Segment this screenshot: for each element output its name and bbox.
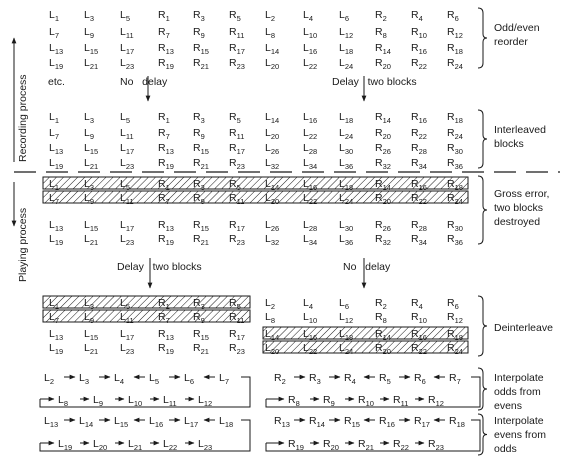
cell-grid_reorder-0-4: $R_3$ [193, 9, 205, 23]
chain-chain_odds-lt-1: $L_3$ [79, 372, 90, 386]
cell-grid_reorder-3-10: $R_{22}$ [411, 57, 427, 71]
chain-chain_evens-lb-0: $L_{19}$ [58, 438, 73, 452]
cell-grid_interleaved-0-9: $R_{14}$ [375, 111, 391, 125]
cell-grid_interleaved-1-8: $L_{24}$ [339, 127, 354, 141]
odd-even-reorder-label-line-0: Odd/even [494, 22, 540, 34]
cell-grid_reorder-2-10: $R_{16}$ [411, 42, 427, 56]
cell-grid_error-3-11: $R_{36}$ [447, 233, 463, 247]
chain-chain_evens-lb-4: $L_{23}$ [198, 438, 213, 452]
cell-grid_interleaved-1-4: $R_9$ [193, 127, 205, 141]
cell-grid_interleaved-2-9: $R_{26}$ [375, 142, 391, 156]
interpolate-odds-label-line-0: Interpolate [494, 372, 544, 384]
cell-grid_error-1-2: $L_{11}$ [120, 192, 134, 206]
cell-grid_interleaved-1-5: $R_{11}$ [229, 127, 245, 141]
cell-grid_error-1-10: $R_{22}$ [411, 192, 427, 206]
cell-grid_deinterleave-1-0: $L_7$ [49, 311, 60, 325]
cell-grid_interleaved-1-11: $R_{24}$ [447, 127, 463, 141]
delay-two-blocks-label-1: Delay two blocks [332, 76, 417, 88]
chain-chain_odds-rt-0: $R_2$ [274, 372, 286, 386]
cell-grid_error-0-7: $L_{16}$ [303, 178, 318, 192]
chain-chain_evens-rt-0: $R_{13}$ [274, 415, 290, 429]
cell-grid_error-0-8: $L_{18}$ [339, 178, 354, 192]
chain-chain_evens-rt-5: $R_{18}$ [449, 415, 465, 429]
cell-grid_error-2-3: $R_{13}$ [158, 219, 174, 233]
gross-error-label-line-1: two blocks [494, 202, 544, 214]
cell-grid_reorder-0-9: $R_2$ [375, 9, 387, 23]
chain-chain_evens-rb-4: $R_{23}$ [428, 438, 444, 452]
cell-grid_reorder-0-8: $L_6$ [339, 9, 350, 23]
chain-chain_odds-lb-2: $L_{10}$ [128, 394, 143, 408]
cell-grid_error-0-11: $R_{18}$ [447, 178, 463, 192]
deinterleave-brace [478, 296, 487, 356]
cell-grid_interleaved-0-1: $L_3$ [84, 111, 95, 125]
chain-chain_odds-lt-4: $L_6$ [184, 372, 195, 386]
chain-chain_odds-lt-3: $L_5$ [149, 372, 160, 386]
cell-grid_interleaved-0-7: $L_{16}$ [303, 111, 318, 125]
chain-chain_odds-rt-3: $R_5$ [379, 372, 391, 386]
cell-grid_reorder-3-0: $L_{19}$ [49, 57, 64, 71]
lost-samples-right-1 [263, 327, 468, 339]
chain-chain_evens-rb-2: $R_{21}$ [358, 438, 374, 452]
cell-grid_error-0-5: $R_5$ [229, 178, 241, 192]
cell-grid_reorder-3-9: $R_{20}$ [375, 57, 391, 71]
grid-interleaved-blocks [49, 111, 463, 171]
cell-grid_interleaved-0-4: $R_3$ [193, 111, 205, 125]
cell-grid_error-3-3: $R_{19}$ [158, 233, 174, 247]
cell-grid_deinterleave-2-6: $L_{14}$ [265, 328, 280, 342]
cell-grid_reorder-1-11: $R_{12}$ [447, 26, 463, 40]
cell-grid_reorder-0-11: $R_6$ [447, 9, 459, 23]
interpolate-odds-label-line-1: odds from [494, 386, 541, 398]
cell-grid_interleaved-0-11: $R_{18}$ [447, 111, 463, 125]
cell-grid_reorder-2-1: $L_{15}$ [84, 42, 99, 56]
cell-grid_error-0-4: $R_3$ [193, 178, 205, 192]
cell-grid_interleaved-2-5: $R_{17}$ [229, 142, 245, 156]
cell-grid_error-2-6: $L_{26}$ [265, 219, 280, 233]
chain-chain_odds-rb-1: $R_9$ [323, 394, 335, 408]
chain-chain_evens-lt-5: $L_{18}$ [219, 415, 234, 429]
chain-chain_evens-lb-3: $L_{22}$ [163, 438, 178, 452]
cell-grid_reorder-0-10: $R_4$ [411, 9, 423, 23]
cell-grid_reorder-2-0: $L_{13}$ [49, 42, 64, 56]
chain-chain_odds-lb-3: $L_{11}$ [163, 394, 177, 408]
cell-grid_reorder-0-2: $L_5$ [120, 9, 131, 23]
cell-grid_interleaved-3-7: $L_{34}$ [303, 157, 318, 171]
cell-grid_interleaved-0-3: $R_1$ [158, 111, 170, 125]
cell-grid_deinterleave-1-1: $L_9$ [84, 311, 95, 325]
cell-grid_error-3-1: $L_{21}$ [84, 233, 99, 247]
cell-grid_deinterleave-0-10: $R_4$ [411, 297, 423, 311]
cell-grid_interleaved-2-0: $L_{13}$ [49, 142, 64, 156]
cell-grid_deinterleave-2-3: $R_{13}$ [158, 328, 174, 342]
cell-grid_reorder-1-6: $L_8$ [265, 26, 276, 40]
deinterleave-label-line-0: Deinterleave [494, 322, 553, 334]
cell-grid_deinterleave-0-4: $R_3$ [193, 297, 205, 311]
cell-grid_error-2-10: $R_{28}$ [411, 219, 427, 233]
chain-chain_odds-rb-3: $R_{11}$ [393, 394, 409, 408]
cell-grid_deinterleave-2-1: $L_{15}$ [84, 328, 99, 342]
cell-grid_error-2-4: $R_{15}$ [193, 219, 209, 233]
cell-grid_deinterleave-3-9: $R_{20}$ [375, 342, 391, 356]
cell-grid_interleaved-0-2: $L_5$ [120, 111, 131, 125]
chain-interpolate-evens [40, 415, 480, 452]
cell-grid_deinterleave-3-8: $L_{24}$ [339, 342, 354, 356]
delay-two-blocks-label-2: Delay two blocks [117, 261, 202, 273]
destroyed-block-2 [43, 191, 468, 203]
cell-grid_interleaved-1-3: $R_7$ [158, 127, 170, 141]
chain-chain_odds-rb-4: $R_{12}$ [428, 394, 444, 408]
chain-chain_evens-rt-2: $R_{15}$ [344, 415, 360, 429]
lost-samples-left-1 [43, 296, 250, 308]
cell-grid_interleaved-2-3: $R_{13}$ [158, 142, 174, 156]
cell-grid_interleaved-1-0: $L_7$ [49, 127, 60, 141]
chain-chain_odds-lb-1: $L_9$ [93, 394, 104, 408]
cell-grid_deinterleave-0-2: $L_5$ [120, 297, 131, 311]
cell-grid_deinterleave-1-11: $R_{12}$ [447, 311, 463, 325]
interleaved-brace [478, 110, 487, 168]
interleaved-blocks-label-line-1: blocks [494, 138, 524, 150]
cell-grid_error-3-10: $R_{34}$ [411, 233, 427, 247]
cell-grid_deinterleave-2-4: $R_{15}$ [193, 328, 209, 342]
cell-grid_reorder-1-8: $L_{12}$ [339, 26, 354, 40]
cell-grid_deinterleave-0-6: $L_2$ [265, 297, 276, 311]
chain-chain_odds-lb-4: $L_{12}$ [198, 394, 213, 408]
cell-grid_error-2-8: $L_{30}$ [339, 219, 354, 233]
cell-grid_deinterleave-1-2: $L_{11}$ [120, 311, 134, 325]
cell-grid_interleaved-3-10: $R_{34}$ [411, 157, 427, 171]
chain-chain_odds-lt-2: $L_4$ [114, 372, 125, 386]
cell-grid_interleaved-1-10: $R_{22}$ [411, 127, 427, 141]
cell-grid_reorder-0-1: $L_3$ [84, 9, 95, 23]
chain-chain_odds-lt-0: $L_2$ [44, 372, 55, 386]
cell-grid_reorder-3-1: $L_{21}$ [84, 57, 99, 71]
cell-grid_interleaved-2-2: $L_{17}$ [120, 142, 135, 156]
cell-grid_error-2-1: $L_{15}$ [84, 219, 99, 233]
chain-chain_evens-lt-0: $L_{13}$ [44, 415, 59, 429]
cell-grid_reorder-3-6: $L_{20}$ [265, 57, 280, 71]
cell-grid_error-2-5: $R_{17}$ [229, 219, 245, 233]
cell-grid_deinterleave-0-3: $R_1$ [158, 297, 170, 311]
cell-grid_error-0-1: $L_3$ [84, 178, 95, 192]
cell-grid_deinterleave-1-4: $R_9$ [193, 311, 205, 325]
no-delay-label-2: No delay [343, 261, 391, 273]
cell-grid_reorder-0-7: $L_4$ [303, 9, 314, 23]
chain-chain_evens-rb-0: $R_{19}$ [288, 438, 304, 452]
cell-grid_error-1-9: $R_{20}$ [375, 192, 391, 206]
cell-grid_reorder-3-3: $R_{19}$ [158, 57, 174, 71]
odd-even-reorder-brace [478, 8, 487, 68]
cell-grid_deinterleave-3-4: $R_{21}$ [193, 342, 209, 356]
cell-grid_interleaved-0-10: $R_{16}$ [411, 111, 427, 125]
cell-grid_reorder-1-2: $L_{11}$ [120, 26, 134, 40]
cell-grid_deinterleave-0-1: $L_3$ [84, 297, 95, 311]
cell-grid_reorder-1-7: $L_{10}$ [303, 26, 318, 40]
cell-grid_interleaved-2-1: $L_{15}$ [84, 142, 99, 156]
interleaved-blocks-label-line-0: Interleaved [494, 124, 546, 136]
cell-grid_deinterleave-2-5: $R_{17}$ [229, 328, 245, 342]
cell-grid_deinterleave-0-8: $L_6$ [339, 297, 350, 311]
cell-grid_interleaved-3-1: $L_{21}$ [84, 157, 99, 171]
cell-grid_deinterleave-0-11: $R_6$ [447, 297, 459, 311]
gross-error-brace [478, 176, 487, 244]
cell-grid_interleaved-2-8: $L_{30}$ [339, 142, 354, 156]
cell-grid_reorder-1-0: $L_7$ [49, 26, 60, 40]
cell-grid_reorder-2-8: $L_{18}$ [339, 42, 354, 56]
chain-chain_odds-rt-4: $R_6$ [414, 372, 426, 386]
chain-chain_evens-rt-4: $R_{17}$ [414, 415, 430, 429]
cell-grid_error-1-4: $R_9$ [193, 192, 205, 206]
cell-grid_deinterleave-1-8: $L_{12}$ [339, 311, 354, 325]
cell-grid_deinterleave-2-7: $L_{16}$ [303, 328, 318, 342]
chain-chain_odds-rt-2: $R_4$ [344, 372, 356, 386]
cell-grid_interleaved-3-6: $L_{32}$ [265, 157, 280, 171]
cell-grid_reorder-2-2: $L_{17}$ [120, 42, 135, 56]
cell-grid_interleaved-3-4: $R_{21}$ [193, 157, 209, 171]
cell-grid_interleaved-2-11: $R_{30}$ [447, 142, 463, 156]
interpolate-odds-brace [478, 368, 487, 410]
chain-chain_evens-rb-3: $R_{22}$ [393, 438, 409, 452]
cell-grid_error-3-9: $R_{32}$ [375, 233, 391, 247]
cell-grid_interleaved-0-5: $R_5$ [229, 111, 241, 125]
no-delay-label-1: No delay [120, 76, 168, 88]
interpolate-evens-label-line-1: evens from [494, 429, 546, 441]
chain-chain_evens-rt-3: $R_{16}$ [379, 415, 395, 429]
chain-chain_odds-rb-2: $R_{10}$ [358, 394, 374, 408]
cell-grid_error-3-5: $R_{23}$ [229, 233, 245, 247]
cell-grid_interleaved-3-9: $R_{32}$ [375, 157, 391, 171]
cell-grid_error-2-11: $R_{30}$ [447, 219, 463, 233]
cell-grid_deinterleave-3-1: $L_{21}$ [84, 342, 99, 356]
cell-grid_deinterleave-2-2: $L_{17}$ [120, 328, 135, 342]
destroyed-block-1 [43, 177, 468, 189]
cell-grid_deinterleave-1-7: $L_{10}$ [303, 311, 318, 325]
cell-grid_error-3-7: $L_{34}$ [303, 233, 318, 247]
playing-process-label: Playing process [17, 207, 29, 282]
cell-grid_deinterleave-3-6: $L_{20}$ [265, 342, 280, 356]
cell-grid_error-3-4: $R_{21}$ [193, 233, 209, 247]
cell-grid_deinterleave-1-5: $R_{11}$ [229, 311, 245, 325]
chain-chain_evens-lb-1: $L_{20}$ [93, 438, 108, 452]
cell-grid_error-2-9: $R_{26}$ [375, 219, 391, 233]
cell-grid_deinterleave-1-10: $R_{10}$ [411, 311, 427, 325]
cell-grid_reorder-2-9: $R_{14}$ [375, 42, 391, 56]
chain-chain_evens-rt-1: $R_{14}$ [309, 415, 325, 429]
cell-grid_error-0-2: $L_5$ [120, 178, 131, 192]
cell-grid_error-2-0: $L_{13}$ [49, 219, 64, 233]
cell-grid_reorder-1-5: $R_{11}$ [229, 26, 245, 40]
cell-grid_reorder-0-0: $L_1$ [49, 9, 60, 23]
cell-grid_error-0-6: $L_{14}$ [265, 178, 280, 192]
cell-grid_deinterleave-3-10: $R_{22}$ [411, 342, 427, 356]
cell-grid_error-3-8: $L_{36}$ [339, 233, 354, 247]
cell-grid_reorder-2-5: $R_{17}$ [229, 42, 245, 56]
grid-odd-even-reorder [49, 9, 463, 71]
interpolate-evens-label-line-2: odds [494, 443, 517, 455]
chain-chain_odds-lt-5: $L_7$ [219, 372, 230, 386]
cell-grid_reorder-3-2: $L_{23}$ [120, 57, 135, 71]
interpolate-odds-label-line-2: evens [494, 400, 523, 412]
right-labels [494, 22, 553, 455]
cell-grid_deinterleave-1-6: $L_8$ [265, 311, 276, 325]
gross-error-label-line-2: destroyed [494, 216, 541, 228]
recording-process-label: Recording process [17, 74, 29, 162]
cell-grid_interleaved-3-5: $R_{23}$ [229, 157, 245, 171]
cell-grid_error-1-5: $R_{11}$ [229, 192, 245, 206]
interpolate-evens-label-line-0: Interpolate [494, 415, 544, 427]
cell-grid_interleaved-3-2: $L_{23}$ [120, 157, 135, 171]
chain-chain_evens-rb-1: $R_{20}$ [323, 438, 339, 452]
cell-grid_interleaved-1-1: $L_9$ [84, 127, 95, 141]
cell-grid_error-3-0: $L_{19}$ [49, 233, 64, 247]
cell-grid_deinterleave-3-11: $R_{24}$ [447, 342, 463, 356]
cell-grid_deinterleave-2-9: $R_{14}$ [375, 328, 391, 342]
chain-chain_evens-lb-2: $L_{21}$ [128, 438, 143, 452]
cell-grid_deinterleave-0-9: $R_2$ [375, 297, 387, 311]
gross-error-label-line-0: Gross error, [494, 188, 550, 200]
cell-grid_interleaved-0-8: $L_{18}$ [339, 111, 354, 125]
cell-grid_error-0-0: $L_1$ [49, 178, 60, 192]
cell-grid_interleaved-3-11: $R_{36}$ [447, 157, 463, 171]
cell-grid_reorder-0-3: $R_1$ [158, 9, 170, 23]
cell-grid_error-1-6: $L_{20}$ [265, 192, 280, 206]
cell-grid_deinterleave-3-5: $R_{23}$ [229, 342, 245, 356]
right-braces [478, 8, 487, 455]
cell-grid_reorder-1-10: $R_{10}$ [411, 26, 427, 40]
cell-grid_error-1-8: $L_{24}$ [339, 192, 354, 206]
cell-grid_interleaved-0-6: $L_{14}$ [265, 111, 280, 125]
cell-grid_error-0-10: $R_{16}$ [411, 178, 427, 192]
cell-grid_interleaved-2-6: $L_{26}$ [265, 142, 280, 156]
cell-grid_interleaved-1-6: $L_{20}$ [265, 127, 280, 141]
cell-grid_reorder-3-11: $R_{24}$ [447, 57, 463, 71]
cell-grid_interleaved-0-0: $L_1$ [49, 111, 60, 125]
cell-grid_interleaved-1-7: $L_{22}$ [303, 127, 318, 141]
cell-grid_deinterleave-1-9: $R_8$ [375, 311, 387, 325]
cell-grid_interleaved-3-8: $L_{36}$ [339, 157, 354, 171]
cell-grid_deinterleave-0-7: $L_4$ [303, 297, 314, 311]
lost-samples-right-2 [263, 341, 468, 353]
cell-grid_error-1-11: $R_{24}$ [447, 192, 463, 206]
chain-chain_odds-rt-5: $R_7$ [449, 372, 461, 386]
cell-grid_reorder-1-9: $R_8$ [375, 26, 387, 40]
cell-grid_deinterleave-3-7: $L_{22}$ [303, 342, 318, 356]
chain-chain_odds-rt-1: $R_3$ [309, 372, 321, 386]
cell-grid_interleaved-3-0: $L_{19}$ [49, 157, 64, 171]
chain-chain_evens-lt-2: $L_{15}$ [114, 415, 129, 429]
chain-interpolate-odds [40, 372, 480, 408]
cell-grid_reorder-1-3: $R_7$ [158, 26, 170, 40]
cell-grid_error-2-2: $L_{17}$ [120, 219, 135, 233]
cell-grid_interleaved-2-10: $R_{28}$ [411, 142, 427, 156]
cell-grid_reorder-2-4: $R_{15}$ [193, 42, 209, 56]
cell-grid_interleaved-1-9: $R_{20}$ [375, 127, 391, 141]
cell-grid_error-0-3: $R_1$ [158, 178, 170, 192]
cell-grid_interleaved-3-3: $R_{19}$ [158, 157, 174, 171]
cell-grid_reorder-2-7: $L_{16}$ [303, 42, 318, 56]
cell-grid_error-1-3: $R_7$ [158, 192, 170, 206]
cell-grid_reorder-3-4: $R_{21}$ [193, 57, 209, 71]
cell-grid_deinterleave-3-2: $L_{23}$ [120, 342, 135, 356]
cell-grid_error-1-1: $L_9$ [84, 192, 95, 206]
cell-grid_interleaved-1-2: $L_{11}$ [120, 127, 134, 141]
cell-grid_reorder-0-5: $R_5$ [229, 9, 241, 23]
cell-grid_deinterleave-0-0: $L_1$ [49, 297, 60, 311]
lost-samples-left-2 [43, 310, 250, 322]
chain-chain_odds-lb-0: $L_8$ [58, 394, 69, 408]
cell-grid_deinterleave-2-11: $R_{18}$ [447, 328, 463, 342]
cell-grid_reorder-3-5: $R_{23}$ [229, 57, 245, 71]
odd-even-reorder-label-line-1: reorder [494, 36, 528, 48]
chain-chain_evens-lt-3: $L_{16}$ [149, 415, 164, 429]
cell-grid_reorder-3-8: $L_{24}$ [339, 57, 354, 71]
cell-grid_reorder-1-4: $R_9$ [193, 26, 205, 40]
cell-grid_error-1-7: $L_{22}$ [303, 192, 318, 206]
cell-grid_interleaved-2-4: $R_{15}$ [193, 142, 209, 156]
cell-grid_reorder-1-1: $L_9$ [84, 26, 95, 40]
cell-grid_deinterleave-2-10: $R_{16}$ [411, 328, 427, 342]
cell-grid_deinterleave-3-3: $R_{19}$ [158, 342, 174, 356]
cell-grid_error-3-2: $L_{23}$ [120, 233, 135, 247]
cell-grid_error-2-7: $L_{28}$ [303, 219, 318, 233]
cell-grid_deinterleave-1-3: $R_7$ [158, 311, 170, 325]
cell-grid_deinterleave-3-0: $L_{19}$ [49, 342, 64, 356]
cell-grid_error-0-9: $R_{14}$ [375, 178, 391, 192]
chain-chain_evens-lt-1: $L_{14}$ [79, 415, 94, 429]
cell-grid_error-1-0: $L_7$ [49, 192, 60, 206]
cell-grid_reorder-3-7: $L_{22}$ [303, 57, 318, 71]
cell-grid_reorder-2-3: $R_{13}$ [158, 42, 174, 56]
cell-grid_error-3-6: $L_{32}$ [265, 233, 280, 247]
cell-grid_deinterleave-2-8: $L_{18}$ [339, 328, 354, 342]
cell-grid_deinterleave-2-0: $L_{13}$ [49, 328, 64, 342]
cell-grid_reorder-2-6: $L_{14}$ [265, 42, 280, 56]
cell-grid_reorder-2-11: $R_{18}$ [447, 42, 463, 56]
cell-grid_deinterleave-0-5: $R_5$ [229, 297, 241, 311]
cell-grid_reorder-0-6: $L_2$ [265, 9, 276, 23]
chain-chain_evens-lt-4: $L_{17}$ [184, 415, 199, 429]
etc-label: etc. [48, 76, 65, 88]
chain-chain_odds-rb-0: $R_8$ [288, 394, 300, 408]
cell-grid_interleaved-2-7: $L_{28}$ [303, 142, 318, 156]
